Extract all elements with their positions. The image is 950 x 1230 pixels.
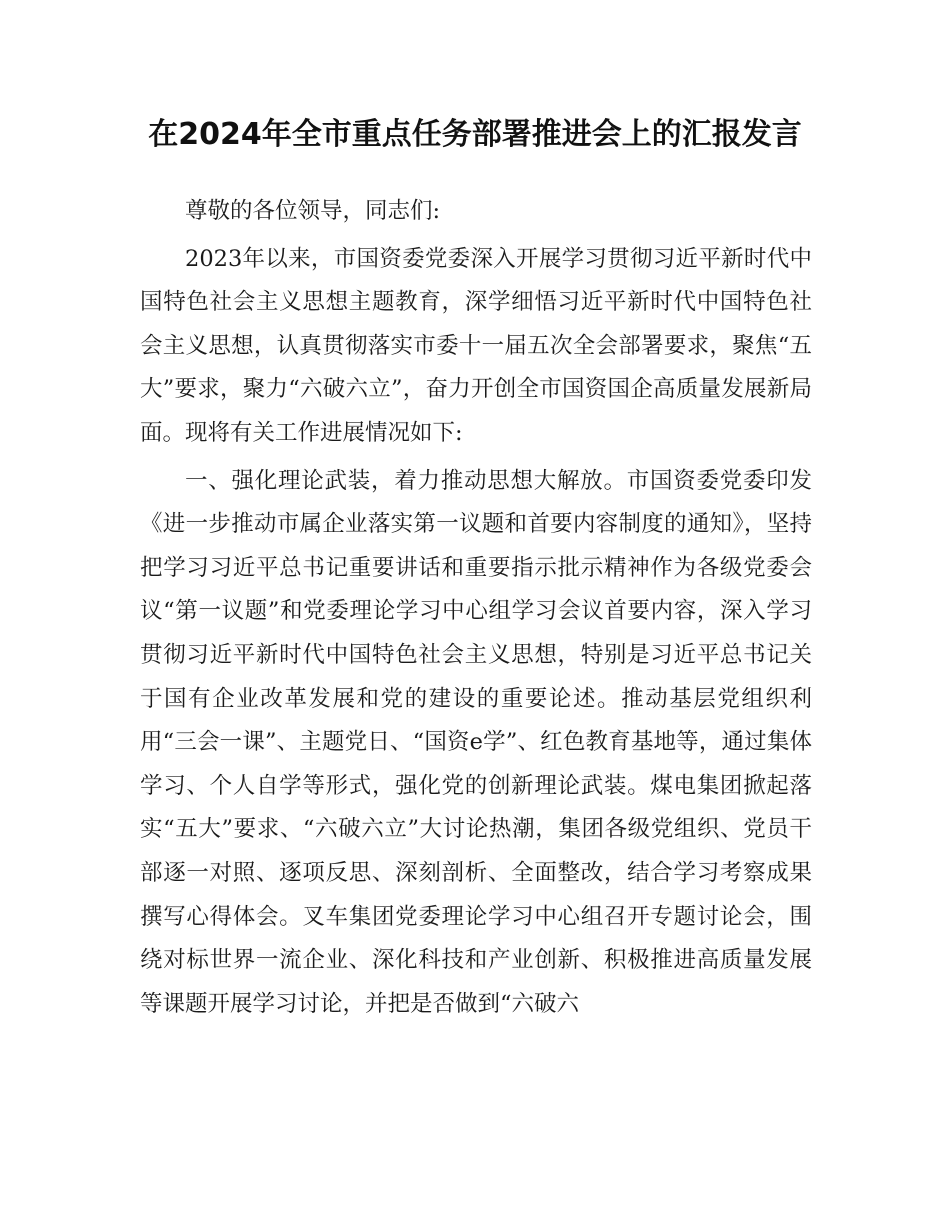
paragraph-intro: 2023年以来，市国资委党委深入开展学习贯彻习近平新时代中国特色社会主义思想主题教育，深学细悟习近平新时代中国特色社会主义思想，认真贯彻落实市委十一届五次全会部署要求，聚焦“五大”要求，聚力“六破六立”，奋力开创全市国资国企高质量发展新局面。现将有关工作进展情况如下: — [140, 245, 812, 446]
document-body — [140, 190, 812, 1026]
paragraph-section-1: 一、强化理论武装，着力推动思想大解放。市国资委党委印发《进一步推动市属企业落实第一议题和首要内容制度的通知》，坚持把学习习近平总书记重要讲话和重要指示批示精神作为各级党委会议“第一议题”和党委理论学习中心组学习会议首要内容，深入学习贯彻习近平新时代中国特色社会主义思想，特别是习近平总书记关于国有企业改革发展和党的建设的重要论述。推动基层党组织利用“三会一课”、主题党日、“国资e学”、红色教育基地等，通过集体学习、个人自学等形式，强化党的创新理论武装。煤电集团掀起落实“五大”要求、“六破六立”大讨论热潮，集团各级党组织、党员干部逐一对照、逐项反思、深刻剖析、全面整改，结合学习考察成果撰写心得体会。叉车集团党委理论学习中心组召开专题讨论会，围绕对标世界一流企业、深化科技和产业创新、积极推进高质量发展等课题开展学习讨论，并把是否做到“六破六 — [140, 467, 812, 1017]
document-title: 在2024年全市重点任务部署推进会上的汇报发言 — [148, 117, 802, 152]
salutation: 尊敬的各位领导，同志们: — [185, 198, 441, 224]
